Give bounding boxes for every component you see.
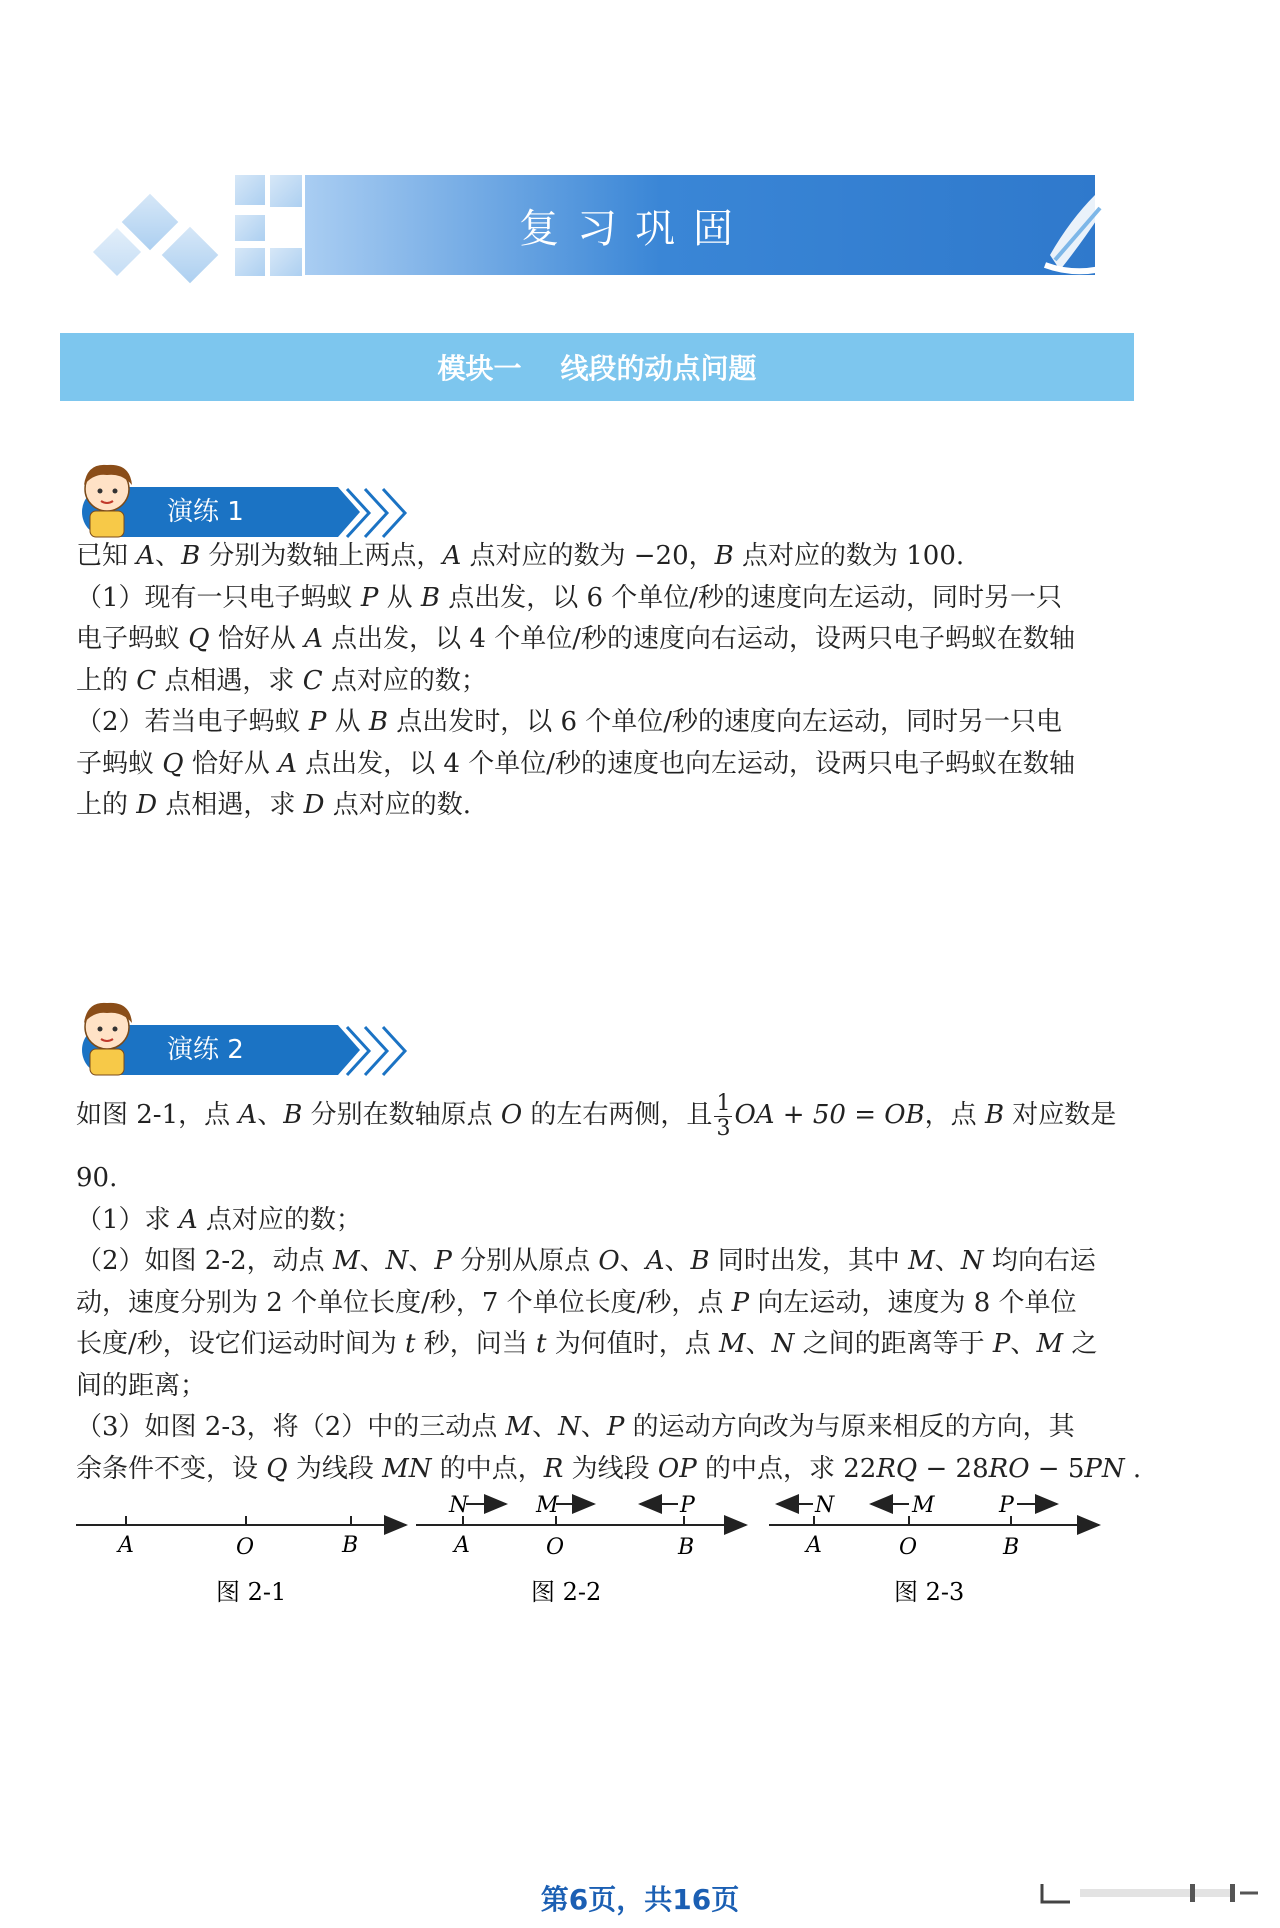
figure-2-2-caption: 图 2-2 — [531, 1578, 602, 1606]
math-symbol: M — [908, 1246, 935, 1276]
text-segment: 恰好从 — [183, 748, 279, 779]
math-symbol: A — [136, 541, 156, 571]
label-a: A — [806, 1533, 822, 1558]
math-symbol: N — [960, 1246, 984, 1276]
text-segment: 的左右两侧，且 — [522, 1100, 713, 1130]
exercise-1-line — [76, 702, 1116, 744]
math-symbol: D — [303, 790, 325, 820]
text-segment: 、 — [745, 1329, 772, 1359]
point-label: A — [238, 1100, 258, 1130]
text-segment: 、 — [664, 1246, 691, 1276]
equation: OA + 50 = OB — [734, 1100, 925, 1130]
text-segment: 点出发，以 4 个单位/秒的速度向右运动，设两只电子蚂蚁在数轴 — [322, 624, 1076, 654]
label-o: O — [899, 1535, 918, 1560]
text-segment: （1）求 — [76, 1204, 179, 1235]
page-indicator: 第6页，共16页 — [540, 1883, 740, 1916]
header-banner — [90, 160, 1100, 280]
student-avatar-icon — [72, 455, 142, 545]
math-symbol: B — [690, 1246, 710, 1276]
math-symbol: t — [536, 1329, 547, 1359]
math-symbol: A — [278, 748, 297, 779]
watermark-icon — [1040, 1880, 1260, 1906]
module-header — [60, 333, 1134, 401]
math-symbol: M — [505, 1412, 533, 1442]
figure-2-3 — [769, 1493, 1099, 1560]
exercise-1-label: 演练 1 — [167, 497, 244, 527]
exercise-2-line — [76, 1366, 1116, 1408]
label-a: A — [454, 1533, 470, 1558]
chevrons-icon — [337, 1023, 417, 1079]
math-symbol: RQ — [876, 1453, 918, 1484]
text-segment: 之 — [1063, 1329, 1098, 1359]
text-segment: 、 — [155, 541, 182, 571]
text-segment: 、 — [257, 1100, 284, 1130]
math-symbol: M — [1036, 1329, 1064, 1359]
label-a: A — [118, 1533, 134, 1558]
figure-2-1-caption: 图 2-1 — [216, 1578, 287, 1606]
text-segment: 秒，问当 — [415, 1329, 537, 1359]
text-segment: 对应数是 — [1004, 1100, 1117, 1130]
text-segment: 从 — [326, 707, 369, 737]
exercise-2-line — [76, 1449, 1142, 1491]
exercise-1-line — [76, 578, 1116, 620]
exercise-2-text — [76, 1088, 1142, 1490]
math-symbol: RO — [988, 1453, 1030, 1484]
text-segment: 点出发，以 6 个单位/秒的速度向左运动，同时另一只 — [439, 582, 1063, 613]
student-avatar-icon — [72, 993, 142, 1083]
math-symbol: C — [136, 665, 157, 696]
text-segment: 子蚂蚁 — [76, 748, 163, 779]
exercise-2-body — [76, 1158, 1142, 1490]
exercise-1-text — [76, 536, 1116, 827]
text-segment: 同时出发，其中 — [709, 1246, 909, 1276]
text-segment: 点出发时，以 6 个单位/秒的速度向左运动，同时另一只电 — [387, 707, 1063, 737]
text-segment: 点对应的数； — [322, 665, 487, 696]
decor-square — [270, 248, 302, 276]
math-symbol: Q — [162, 748, 184, 779]
math-symbol: Q — [266, 1453, 288, 1484]
text-segment: 向左运动，速度为 8 个单位 — [749, 1287, 1077, 1318]
label-o: O — [236, 1535, 255, 1560]
point-label: B — [984, 1100, 1005, 1130]
label-b: B — [342, 1533, 359, 1558]
text-segment: 点相遇，求 — [156, 665, 303, 696]
text-segment: 上的 — [76, 665, 137, 696]
text-segment: 的中点， — [431, 1453, 544, 1484]
text-segment: 、 — [1010, 1329, 1037, 1359]
text-segment: 90. — [76, 1163, 118, 1193]
math-symbol: B — [181, 541, 201, 571]
text-segment: 均向右运 — [983, 1246, 1096, 1276]
math-symbol: t — [405, 1329, 416, 1359]
module-title: 模块一 线段的动点问题 — [437, 352, 757, 385]
math-symbol: P — [992, 1329, 1011, 1359]
math-symbol: P — [731, 1287, 750, 1318]
exercise-1-line — [76, 785, 1116, 827]
decor-square — [235, 175, 265, 205]
text-segment: 为线段 — [287, 1453, 383, 1484]
exercise-2-first-line — [76, 1088, 1116, 1142]
label-p: P — [999, 1493, 1014, 1518]
math-symbol: A — [442, 541, 462, 571]
math-symbol: C — [302, 665, 323, 696]
math-symbol: A — [304, 624, 323, 654]
math-symbol: B — [714, 541, 734, 571]
text-segment: （3）如图 2-3，将（2）中的三动点 — [76, 1412, 506, 1442]
text-segment: 动，速度分别为 2 个单位长度/秒，7 个单位长度/秒，点 — [76, 1287, 732, 1318]
math-symbol: N — [771, 1329, 795, 1359]
decor-diamond — [93, 228, 141, 276]
text-segment: − 5 — [1029, 1453, 1085, 1484]
text-segment: 已知 — [76, 541, 137, 571]
point-label: B — [283, 1100, 303, 1130]
text-segment: 间的距离； — [76, 1370, 207, 1401]
math-symbol: OP — [657, 1453, 697, 1484]
label-o: O — [546, 1535, 565, 1560]
math-symbol: P — [308, 707, 327, 737]
fraction-denominator: 3 — [716, 1115, 731, 1141]
text-segment: 点对应的数； — [197, 1204, 362, 1235]
point-label: O — [500, 1100, 523, 1130]
math-symbol: B — [368, 707, 388, 737]
math-symbol: B — [420, 582, 440, 613]
text-segment: 、 — [580, 1412, 607, 1442]
exercise-2-label: 演练 2 — [167, 1035, 244, 1065]
text-segment: 点相遇，求 — [157, 790, 304, 820]
text-segment: 电子蚂蚁 — [76, 624, 189, 654]
text-segment: （1）现有一只电子蚂蚁 — [76, 582, 361, 613]
text-segment: 上的 — [76, 790, 137, 820]
text-segment: 从 — [378, 582, 421, 613]
math-symbol: P — [434, 1246, 452, 1276]
label-b: B — [678, 1535, 695, 1560]
chevrons-icon — [337, 485, 417, 541]
math-symbol: N — [385, 1246, 409, 1276]
exercise-2-line — [76, 1407, 1116, 1449]
page-title: 复习巩固 — [519, 205, 751, 252]
text-segment: 分别在数轴原点 — [302, 1100, 501, 1130]
pen-icon — [1040, 160, 1120, 280]
fraction — [714, 1092, 732, 1141]
text-segment: 、 — [934, 1246, 961, 1276]
math-symbol: O — [598, 1246, 620, 1276]
math-symbol: D — [136, 790, 158, 820]
decor-square — [270, 175, 302, 207]
math-symbol: N — [558, 1412, 581, 1442]
math-symbol: M — [719, 1329, 746, 1359]
label-n: N — [449, 1493, 469, 1518]
math-symbol: A — [645, 1246, 665, 1276]
text-segment: 之间的距离等于 — [794, 1329, 993, 1359]
label-m: M — [536, 1493, 559, 1518]
label-m: M — [912, 1493, 935, 1518]
text-segment: . — [1124, 1453, 1142, 1484]
exercise-2-tag — [72, 993, 412, 1083]
figure-2-2 — [416, 1493, 746, 1560]
label-n: N — [815, 1493, 835, 1518]
text-segment: 为何值时，点 — [546, 1329, 719, 1359]
text-segment: 余条件不变，设 — [76, 1453, 267, 1484]
math-symbol: A — [178, 1204, 198, 1235]
text-segment: 如图 2-1，点 — [76, 1100, 239, 1130]
text-segment: 点对应的数为 −20， — [461, 541, 715, 571]
text-segment: 点出发，以 4 个单位/秒的速度也向左运动，设两只电子蚂蚁在数轴 — [296, 748, 1076, 779]
text-segment: 、 — [619, 1246, 646, 1276]
math-symbol: P — [606, 1412, 625, 1442]
text-segment: 恰好从 — [209, 624, 305, 654]
fraction-numerator: 1 — [716, 1090, 731, 1116]
text-segment: 点对应的数. — [324, 790, 472, 820]
exercise-2-line — [76, 1200, 1116, 1242]
exercise-1-tag — [72, 455, 412, 545]
exercise-2-line — [76, 1241, 1116, 1283]
text-segment: 分别从原点 — [451, 1246, 599, 1276]
exercise-1-line — [76, 661, 1116, 703]
exercise-1-line — [76, 619, 1116, 661]
math-symbol: MN — [382, 1453, 432, 1484]
text-segment: 分别为数轴上两点， — [200, 541, 443, 571]
text-segment: 点对应的数为 100. — [733, 541, 965, 571]
exercise-1-line — [76, 536, 1116, 578]
math-symbol: R — [543, 1453, 564, 1484]
exercise-1-line — [76, 744, 1116, 786]
decor-square — [235, 248, 265, 276]
figure-2-1 — [76, 1516, 406, 1560]
math-symbol: Q — [188, 624, 210, 654]
text-segment: 、 — [408, 1246, 435, 1276]
text-segment: 为线段 — [563, 1453, 658, 1484]
math-symbol: M — [332, 1246, 360, 1276]
figure-2-3-caption: 图 2-3 — [894, 1578, 965, 1606]
math-symbol: PN — [1084, 1453, 1125, 1484]
label-b: B — [1003, 1535, 1020, 1560]
label-p: P — [680, 1493, 695, 1518]
text-segment: − 28 — [917, 1453, 989, 1484]
math-symbol: P — [360, 582, 379, 613]
text-segment: 、 — [532, 1412, 559, 1442]
decor-square — [235, 215, 265, 241]
exercise-2-line — [76, 1324, 1116, 1366]
text-segment: 、 — [359, 1246, 386, 1276]
decor-diamond — [162, 227, 219, 284]
text-segment: （2）如图 2-2，动点 — [76, 1246, 333, 1276]
text-segment: ，点 — [924, 1100, 985, 1130]
exercise-2-line — [76, 1283, 1116, 1325]
text-segment: 的运动方向改为与原来相反的方向，其 — [624, 1412, 1075, 1442]
text-segment: 长度/秒，设它们运动时间为 — [76, 1329, 406, 1359]
number-line-figures — [76, 1488, 1116, 1608]
text-segment: 的中点，求 22 — [696, 1453, 877, 1484]
text-segment: （2）若当电子蚂蚁 — [76, 707, 309, 737]
exercise-2-line — [76, 1158, 1116, 1200]
